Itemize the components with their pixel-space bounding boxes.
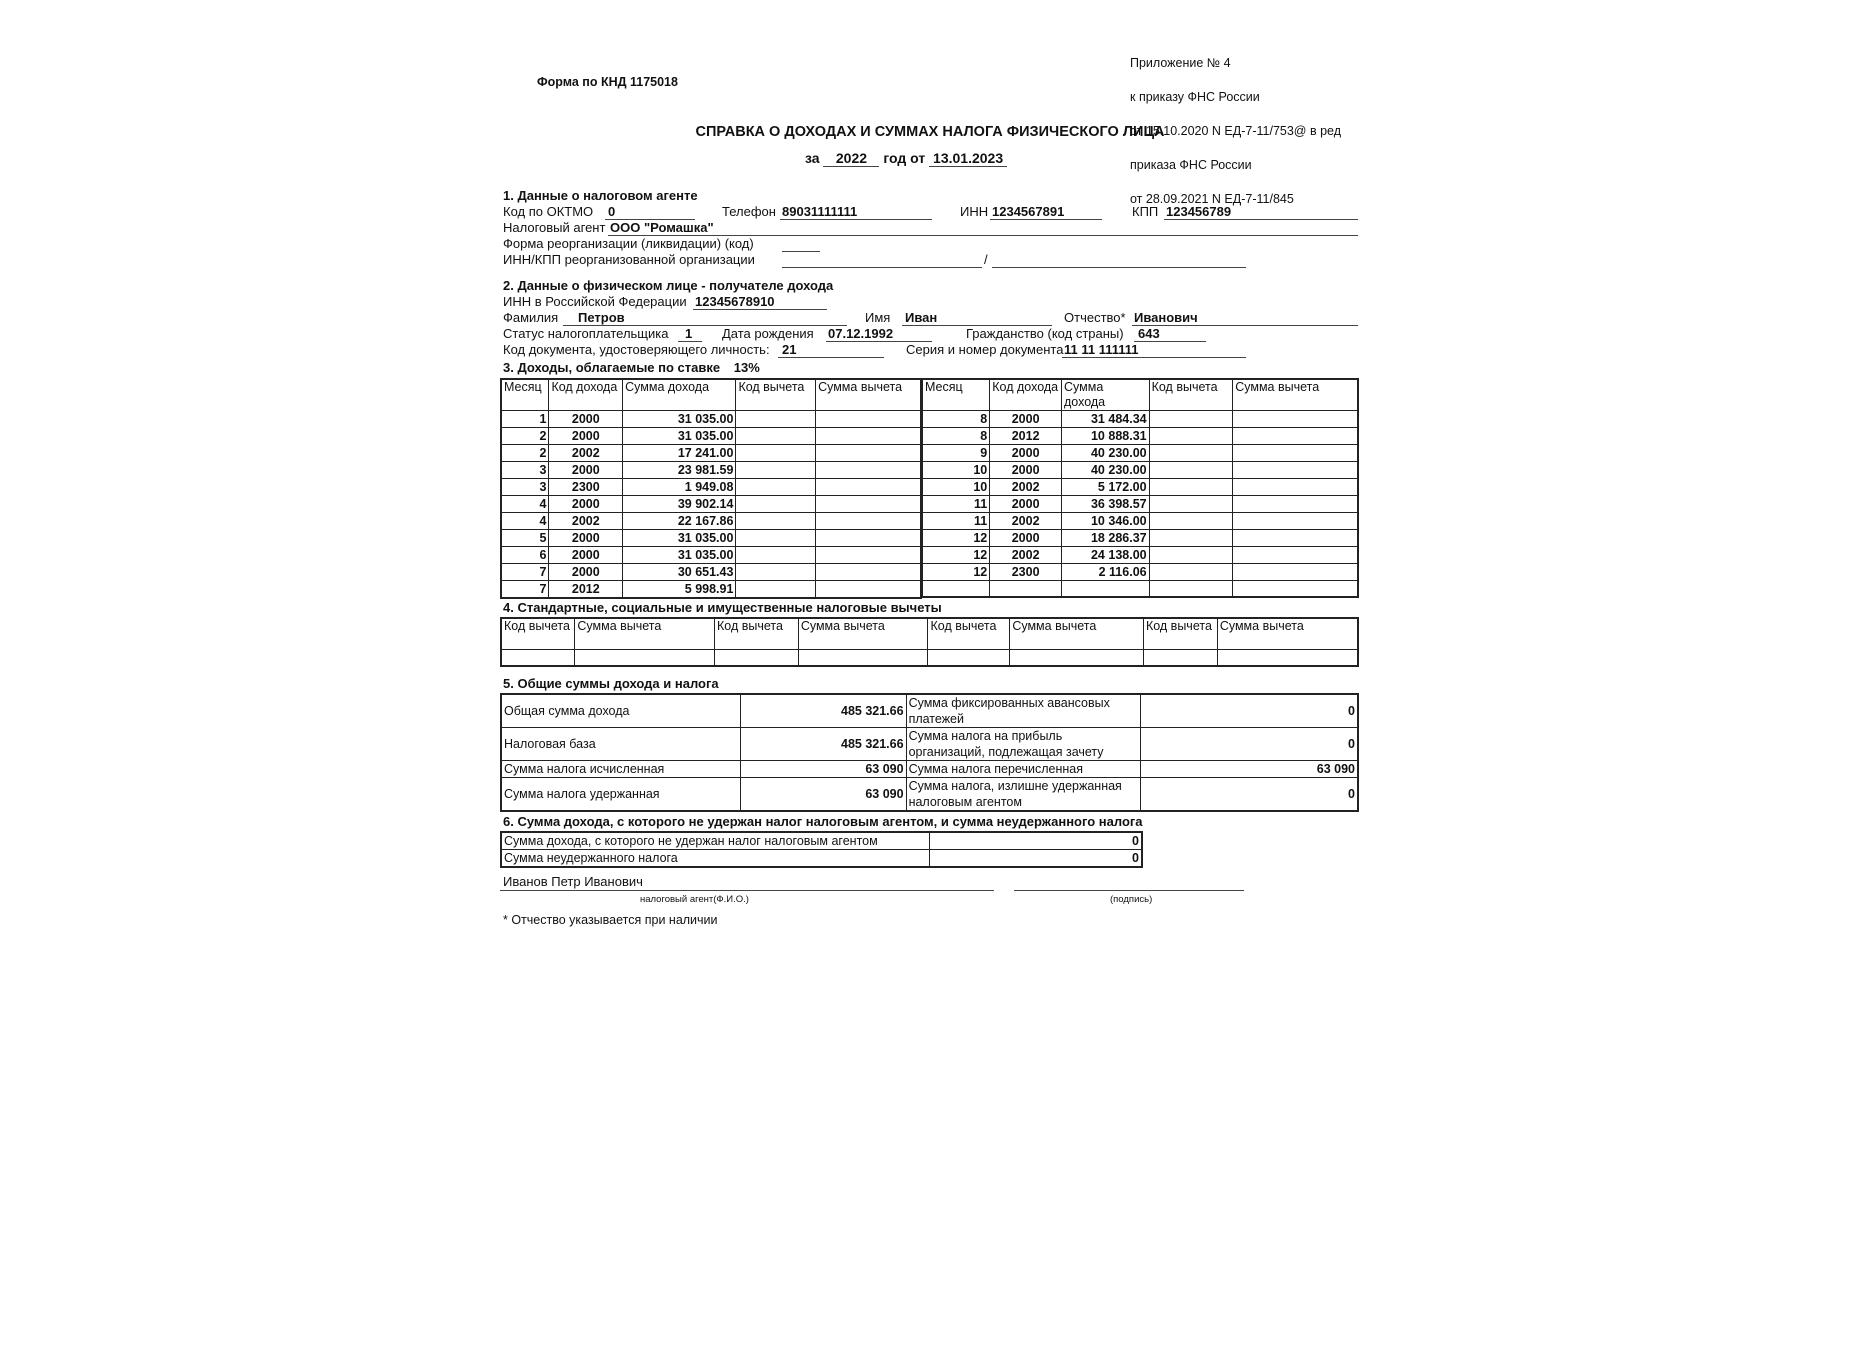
section3-heading (503, 360, 760, 376)
income-sum-cell: 5 998.91 (623, 581, 736, 599)
oktmo-label: Код по ОКТМО (503, 204, 594, 219)
deduction-sum-cell (816, 547, 921, 564)
kpp-label: КПП (1132, 204, 1159, 219)
month-cell: 4 (501, 513, 549, 530)
month-cell: 1 (501, 411, 549, 428)
income-sum-cell (1062, 581, 1150, 598)
deduction-sum-cell (816, 462, 921, 479)
totals-left-label: Сумма налога исчисленная (501, 761, 740, 778)
deduction-code-cell (1149, 513, 1233, 530)
deduction-code-cell (1149, 581, 1233, 598)
phone-value: 89031111111 (782, 204, 858, 219)
month-cell: 7 (501, 581, 549, 599)
deduction-code-header: Код вычета (1143, 618, 1217, 650)
income-row (922, 564, 1358, 581)
deduction-sum-cell (816, 428, 921, 445)
totals-left-label: Общая сумма дохода (501, 694, 740, 728)
income-row (501, 530, 921, 547)
income-row (501, 513, 921, 530)
income-sum-cell: 36 398.57 (1062, 496, 1150, 513)
income-code-cell: 2000 (990, 496, 1062, 513)
section5-heading: 5. Общие суммы дохода и налога (503, 676, 719, 691)
signature-caption: (подпись) (1110, 894, 1153, 905)
deduction-code-cell (1149, 445, 1233, 462)
reorg-inn-label: ИНН/КПП реорганизованной организации (503, 252, 755, 267)
income-table-right (921, 378, 1359, 598)
totals-row (501, 728, 1358, 761)
income-code-cell: 2000 (549, 496, 623, 513)
month-cell: 4 (501, 496, 549, 513)
totals-row (501, 778, 1358, 812)
name-label: Имя (865, 310, 891, 325)
income-sum-cell: 31 484.34 (1062, 411, 1150, 428)
income-code-cell: 2000 (549, 530, 623, 547)
income-sum-cell: 1 949.08 (623, 479, 736, 496)
income-code-cell: 2002 (549, 513, 623, 530)
appendix-line: Приложение № 4 (1130, 56, 1231, 70)
col-month: Месяц (922, 379, 990, 411)
surname-value: Петров (578, 310, 625, 325)
deduction-sum-header: Сумма вычета (575, 618, 715, 650)
totals-left-label: Сумма налога удержанная (501, 778, 740, 812)
income-sum-cell: 2 116.06 (1062, 564, 1150, 581)
income-code-cell: 2000 (549, 428, 623, 445)
phone-label: Телефон (722, 204, 776, 219)
document-title: СПРАВКА О ДОХОДАХ И СУММАХ НАЛОГА ФИЗИЧЕСКОГО ЛИЦА (695, 124, 1165, 140)
totals-table (500, 693, 1359, 812)
deduction-sum-cell (1233, 564, 1358, 581)
appendix-line: приказа ФНС России (1130, 158, 1252, 172)
income-sum-cell: 30 651.43 (623, 564, 736, 581)
income-sum-cell: 31 035.00 (623, 530, 736, 547)
name-value: Иван (905, 310, 938, 325)
deduction-code-header: Код вычета (714, 618, 798, 650)
totals-right-label: Сумма фиксированных авансовых платежей (906, 694, 1141, 728)
deduction-sum-cell (1233, 581, 1358, 598)
deduction-sum-cell (1233, 547, 1358, 564)
deduction-sum-header: Сумма вычета (1217, 618, 1358, 650)
section2-heading: 2. Данные о физическом лице - получателе дохода (503, 278, 834, 293)
year-value: 2022 (823, 150, 879, 167)
deduction-sum-cell (1233, 445, 1358, 462)
deduction-sum-cell (816, 564, 921, 581)
deduction-code-cell (736, 581, 816, 599)
deduction-code-cell (736, 462, 816, 479)
status-label: Статус налогоплательщика (503, 326, 669, 341)
income-code-cell: 2012 (549, 581, 623, 599)
income-code-cell: 2002 (990, 547, 1062, 564)
month-cell: 7 (501, 564, 549, 581)
deduction-sum-header: Сумма вычета (1010, 618, 1144, 650)
deduction-sum-cell (816, 496, 921, 513)
col-income-code: Код дохода (990, 379, 1062, 411)
deduction-code-header: Код вычета (501, 618, 575, 650)
totals-left-value: 485 321.66 (740, 728, 906, 761)
doc-series-value: 11 11 111111 (1064, 342, 1139, 357)
income-sum-cell: 31 035.00 (623, 428, 736, 445)
month-cell: 2 (501, 445, 549, 462)
month-cell: 8 (922, 411, 990, 428)
doc-series-label: Серия и номер документа (906, 342, 1064, 357)
kpp-value: 123456789 (1166, 204, 1232, 219)
totals-rows (501, 694, 1358, 811)
income-sum-cell: 10 888.31 (1062, 428, 1150, 445)
deductions-header (501, 618, 1358, 650)
date-value: 13.01.2023 (929, 150, 1007, 167)
income-table-header (501, 379, 921, 411)
income-sum-cell: 10 346.00 (1062, 513, 1150, 530)
month-cell: 10 (922, 479, 990, 496)
unwithheld-tax-value: 0 (930, 850, 1142, 868)
income-row (922, 581, 1358, 598)
deductions-table (500, 617, 1359, 667)
deduction-sum-cell (816, 411, 921, 428)
month-cell: 3 (501, 462, 549, 479)
totals-right-value: 63 090 (1141, 761, 1358, 778)
month-cell: 11 (922, 496, 990, 513)
income-row (922, 411, 1358, 428)
income-code-cell: 2000 (990, 530, 1062, 547)
agent-inn-value: 1234567891 (992, 204, 1065, 219)
totals-right-value: 0 (1141, 728, 1358, 761)
income-table-header (922, 379, 1358, 411)
income-code-cell: 2002 (990, 479, 1062, 496)
income-code-cell: 2000 (549, 462, 623, 479)
totals-right-value: 0 (1141, 778, 1358, 812)
income-row (501, 581, 921, 599)
person-inn-value: 12345678910 (695, 294, 775, 309)
footnote: * Отчество указывается при наличии (503, 913, 718, 927)
income-row (501, 462, 921, 479)
document-period (805, 150, 1007, 167)
month-cell: 10 (922, 462, 990, 479)
income-row (922, 445, 1358, 462)
reorg-slash: / (984, 252, 988, 267)
income-code-cell: 2000 (990, 462, 1062, 479)
income-row (922, 513, 1358, 530)
income-code-cell: 2000 (990, 445, 1062, 462)
birth-value: 07.12.1992 (828, 326, 894, 341)
income-row (922, 530, 1358, 547)
patronymic-label: Отчество* (1064, 310, 1126, 325)
col-deduction-sum: Сумма вычета (1233, 379, 1358, 411)
deduction-code-cell (1149, 462, 1233, 479)
doc-code-label: Код документа, удостоверяющего личность: (503, 342, 770, 357)
income-sum-cell: 23 981.59 (623, 462, 736, 479)
citizenship-value: 643 (1138, 326, 1160, 341)
unwithheld-table (500, 831, 1143, 868)
deduction-sum-cell (816, 513, 921, 530)
income-sum-cell: 40 230.00 (1062, 445, 1150, 462)
deduction-sum-header: Сумма вычета (798, 618, 928, 650)
patronymic-value: Иванович (1134, 310, 1198, 325)
col-income-sum: Сумма дохода (623, 379, 736, 411)
income-code-cell (990, 581, 1062, 598)
deduction-code-cell (736, 564, 816, 581)
income-row (922, 479, 1358, 496)
deduction-sum-cell (816, 479, 921, 496)
month-cell: 12 (922, 547, 990, 564)
deduction-code-cell (736, 479, 816, 496)
person-inn-label: ИНН в Российской Федерации (503, 294, 687, 309)
income-row (501, 547, 921, 564)
form-code: Форма по КНД 1175018 (537, 75, 678, 89)
unwithheld-tax-row (501, 850, 1142, 868)
section6-heading: 6. Сумма дохода, с которого не удержан налог налоговым агентом, и сумма неудержанного налога (503, 814, 1143, 829)
month-cell: 5 (501, 530, 549, 547)
deduction-sum-cell (816, 530, 921, 547)
income-sum-cell: 39 902.14 (623, 496, 736, 513)
month-cell: 6 (501, 547, 549, 564)
deduction-sum-cell (1233, 411, 1358, 428)
income-row (922, 428, 1358, 445)
agent-inn-label: ИНН (960, 204, 989, 219)
income-row (922, 547, 1358, 564)
income-sum-cell: 31 035.00 (623, 411, 736, 428)
deduction-code-cell (736, 530, 816, 547)
income-sum-cell: 17 241.00 (623, 445, 736, 462)
agent-label: Налоговый агент (503, 220, 606, 235)
deduction-code-cell (1149, 411, 1233, 428)
section1-heading: 1. Данные о налоговом агенте (503, 188, 698, 203)
section3-title: 3. Доходы, облагаемые по ставке (503, 360, 721, 375)
income-code-cell: 2012 (990, 428, 1062, 445)
deduction-sum-cell (1233, 530, 1358, 547)
birth-label: Дата рождения (722, 326, 814, 341)
month-cell: 8 (922, 428, 990, 445)
totals-right-label: Сумма налога перечисленная (906, 761, 1141, 778)
totals-left-value: 485 321.66 (740, 694, 906, 728)
deduction-code-cell (1149, 428, 1233, 445)
col-deduction-code: Код вычета (1149, 379, 1233, 411)
deduction-code-cell (1149, 564, 1233, 581)
unwithheld-income-value: 0 (930, 832, 1142, 850)
income-code-cell: 2002 (549, 445, 623, 462)
unwithheld-tax-label: Сумма неудержанного налога (501, 850, 930, 868)
deduction-code-header: Код вычета (928, 618, 1010, 650)
appendix-line: от 28.09.2021 N ЕД-7-11/845 (1130, 192, 1294, 206)
surname-label: Фамилия (503, 310, 559, 325)
totals-row (501, 694, 1358, 728)
month-cell: 9 (922, 445, 990, 462)
income-code-cell: 2300 (549, 479, 623, 496)
deduction-sum-cell (1233, 462, 1358, 479)
oktmo-value: 0 (608, 204, 616, 219)
signer-name: Иванов Петр Иванович (503, 874, 643, 889)
income-sum-cell: 31 035.00 (623, 547, 736, 564)
income-code-cell: 2300 (990, 564, 1062, 581)
unwithheld-income-row (501, 832, 1142, 850)
income-row (922, 462, 1358, 479)
reorg-label: Форма реорганизации (ликвидации) (код) (503, 236, 754, 251)
tax-rate: 13% (733, 360, 760, 375)
signer-name-caption: налоговый агент(Ф.И.О.) (640, 894, 749, 905)
income-row (501, 479, 921, 496)
col-income-code: Код дохода (549, 379, 623, 411)
income-row (501, 411, 921, 428)
totals-right-label: Сумма налога на прибыль организаций, подлежащая зачету (906, 728, 1141, 761)
agent-value: ООО "Ромашка" (610, 220, 714, 235)
year-prefix: за (805, 150, 820, 166)
deduction-code-cell (736, 445, 816, 462)
appendix-line: от 15.10.2020 N ЕД-7-11/753@ в ред (1130, 124, 1341, 138)
income-code-cell: 2000 (549, 547, 623, 564)
deduction-sum-cell (1233, 428, 1358, 445)
deduction-sum-cell (816, 445, 921, 462)
income-row (501, 445, 921, 462)
status-value: 1 (685, 326, 693, 341)
deduction-sum-cell (1233, 496, 1358, 513)
deduction-code-cell (1149, 530, 1233, 547)
appendix-line: к приказу ФНС России (1130, 90, 1260, 104)
income-sum-cell: 22 167.86 (623, 513, 736, 530)
income-code-cell: 2000 (549, 411, 623, 428)
citizenship-label: Гражданство (код страны) (966, 326, 1124, 341)
col-month: Месяц (501, 379, 549, 411)
deduction-sum-cell (816, 581, 921, 599)
month-cell: 12 (922, 564, 990, 581)
income-sum-cell: 24 138.00 (1062, 547, 1150, 564)
col-deduction-sum: Сумма вычета (816, 379, 921, 411)
income-rows-left (501, 411, 921, 599)
deduction-code-cell (736, 496, 816, 513)
deduction-code-cell (736, 547, 816, 564)
income-row (501, 428, 921, 445)
totals-left-value: 63 090 (740, 778, 906, 812)
totals-row (501, 761, 1358, 778)
income-row (922, 496, 1358, 513)
deduction-code-cell (1149, 479, 1233, 496)
deduction-code-cell (1149, 547, 1233, 564)
income-row (501, 564, 921, 581)
date-prefix: год от (883, 150, 926, 166)
totals-left-value: 63 090 (740, 761, 906, 778)
income-sum-cell: 18 286.37 (1062, 530, 1150, 547)
deduction-code-cell (736, 513, 816, 530)
deduction-code-cell (736, 411, 816, 428)
income-sum-cell: 5 172.00 (1062, 479, 1150, 496)
income-row (501, 496, 921, 513)
month-cell: 11 (922, 513, 990, 530)
income-code-cell: 2002 (990, 513, 1062, 530)
unwithheld-income-label: Сумма дохода, с которого не удержан налог налоговым агентом (501, 832, 930, 850)
income-sum-cell: 40 230.00 (1062, 462, 1150, 479)
month-cell: 3 (501, 479, 549, 496)
deduction-sum-cell (1233, 479, 1358, 496)
doc-code-value: 21 (782, 342, 797, 357)
deduction-code-cell (736, 428, 816, 445)
deductions-empty-row (501, 650, 1358, 667)
income-rows-right (922, 411, 1358, 598)
col-deduction-code: Код вычета (736, 379, 816, 411)
income-code-cell: 2000 (990, 411, 1062, 428)
month-cell (922, 581, 990, 598)
income-table-left (500, 378, 922, 599)
income-code-cell: 2000 (549, 564, 623, 581)
month-cell: 2 (501, 428, 549, 445)
deduction-sum-cell (1233, 513, 1358, 530)
totals-right-value: 0 (1141, 694, 1358, 728)
section4-heading: 4. Стандартные, социальные и имущественные налоговые вычеты (503, 600, 942, 615)
col-income-sum: Сумма дохода (1062, 379, 1150, 411)
totals-right-label: Сумма налога, излишне удержанная налоговым агентом (906, 778, 1141, 812)
month-cell: 12 (922, 530, 990, 547)
totals-left-label: Налоговая база (501, 728, 740, 761)
deduction-code-cell (1149, 496, 1233, 513)
